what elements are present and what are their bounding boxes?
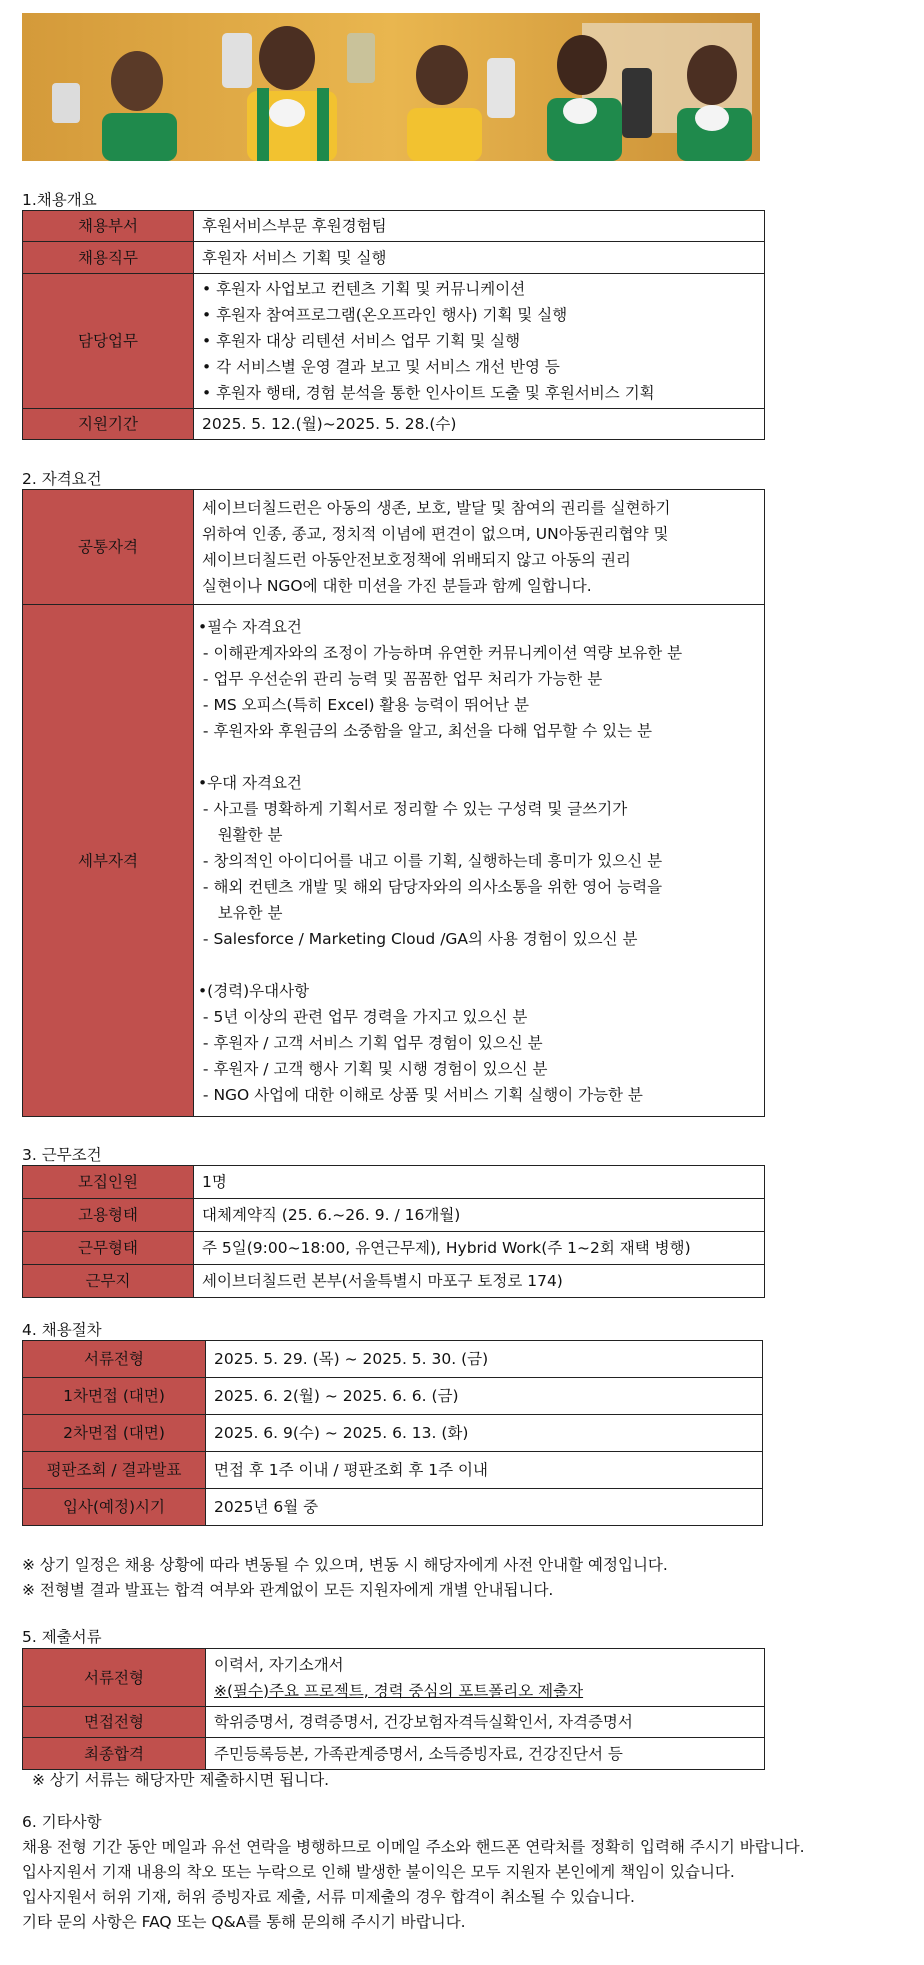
text-line: 실현이나 NGO에 대한 미션을 가진 분들과 함께 일합니다. [202, 577, 592, 595]
text-line: - 사고를 명확하게 기획서로 정리할 수 있는 구성력 및 글쓰기가 [198, 799, 628, 818]
subsection-title: •(경력)우대사항 [198, 981, 310, 1000]
documents-note: ※ 상기 서류는 해당자만 제출하시면 됩니다. [32, 1771, 330, 1789]
table-row [23, 242, 765, 274]
section-title-work-conditions: 3. 근무조건 [22, 1146, 102, 1164]
row-header: 채용부서 [23, 211, 194, 242]
text-line: 세이브더칠드런 아동안전보호정책에 위배되지 않고 아동의 권리 [202, 551, 631, 569]
table-row [23, 274, 765, 409]
text-line: - 창의적인 아이디어를 내고 이를 기획, 실행하는데 흥미가 있으신 분 [198, 851, 663, 870]
documents-table [22, 1648, 765, 1770]
duty-line: • 후원자 참여프로그램(온오프라인 행사) 기획 및 실행 [202, 306, 568, 324]
duty-line: • 후원자 행태, 경험 분석을 통한 인사이트 도출 및 후원서비스 기획 [202, 384, 655, 402]
row-header: 면접전형 [23, 1707, 206, 1738]
table-row [23, 1489, 763, 1526]
row-value: 주민등록등본, 가족관계증명서, 소득증빙자료, 건강진단서 등 [206, 1738, 765, 1770]
table-row [23, 1738, 765, 1770]
table-row [23, 1166, 765, 1199]
text-line: - MS 오피스(특히 Excel) 활용 능력이 뛰어난 분 [198, 695, 529, 714]
table-row [23, 1452, 763, 1489]
row-value: 주 5일(9:00~18:00, 유연근무제), Hybrid Work(주 1~2회 재택 병행) [194, 1232, 765, 1265]
subsection-title: •필수 자격요건 [198, 617, 302, 636]
text-line: 이력서, 자기소개서 [214, 1655, 344, 1674]
misc-line: 입사지원서 기재 내용의 착오 또는 누락으로 인해 발생한 불이익은 모두 지원자 본인에게 책임이 있습니다. [22, 1863, 735, 1881]
table-row [23, 1378, 763, 1415]
text-line: - 해외 컨텐츠 개발 및 해외 담당자와의 의사소통을 위한 영어 능력을 [198, 877, 663, 896]
text-line: - 업무 우선순위 관리 능력 및 꼼꼼한 업무 처리가 가능한 분 [198, 669, 603, 688]
misc-line: 채용 전형 기간 동안 메일과 유선 연락을 병행하므로 이메일 주소와 핸드폰 연락처를 정확히 입력해 주시기 바랍니다. [22, 1838, 805, 1856]
row-value: 2025. 5. 29. (목) ~ 2025. 5. 30. (금) [206, 1341, 763, 1378]
spacer [198, 952, 756, 978]
table-row [23, 1707, 765, 1738]
duty-line: • 후원자 대상 리텐션 서비스 업무 기획 및 실행 [202, 332, 521, 350]
table-row [23, 1232, 765, 1265]
text-line: - NGO 사업에 대한 이해로 상품 및 서비스 기획 실행이 가능한 분 [198, 1085, 643, 1104]
text-line: 세이브더칠드런은 아동의 생존, 보호, 발달 및 참여의 권리를 실현하기 [202, 499, 671, 517]
hero-photo [22, 13, 760, 161]
text-line: - Salesforce / Marketing Cloud /GA의 사용 경험이 있으신 분 [198, 929, 638, 948]
table-row [23, 1341, 763, 1378]
work-conditions-table [22, 1165, 765, 1298]
detail-qualification-cell [194, 605, 765, 1117]
row-header: 근무지 [23, 1265, 194, 1298]
section-title-misc: 6. 기타사항 [22, 1813, 102, 1831]
row-value: 후원서비스부문 후원경험팀 [194, 211, 765, 242]
text-line: - 5년 이상의 관련 업무 경력을 가지고 있으신 분 [198, 1007, 528, 1026]
row-value: 1명 [194, 1166, 765, 1199]
row-value: 세이브더칠드런 본부(서울특별시 마포구 토정로 174) [194, 1265, 765, 1298]
table-row [23, 1199, 765, 1232]
section-title-qualifications: 2. 자격요건 [22, 470, 102, 488]
row-value: 2025. 6. 2(월) ~ 2025. 6. 6. (금) [206, 1378, 763, 1415]
table-row [23, 490, 765, 605]
row-header: 입사(예정)시기 [23, 1489, 206, 1526]
row-value: 면접 후 1주 이내 / 평판조회 후 1주 이내 [206, 1452, 763, 1489]
row-header: 2차면접 (대면) [23, 1415, 206, 1452]
row-value: 2025. 5. 12.(월)~2025. 5. 28.(수) [194, 409, 765, 440]
section-title-process: 4. 채용절차 [22, 1321, 102, 1339]
overview-table [22, 210, 765, 440]
row-header: 채용직무 [23, 242, 194, 274]
table-row [23, 1415, 763, 1452]
row-value: 학위증명서, 경력증명서, 건강보험자격득실확인서, 자격증명서 [206, 1707, 765, 1738]
row-header: 서류전형 [23, 1341, 206, 1378]
row-value: 대체계약직 (25. 6.~26. 9. / 16개월) [194, 1199, 765, 1232]
row-header: 근무형태 [23, 1232, 194, 1265]
misc-line: 기타 문의 사항은 FAQ 또는 Q&A를 통해 문의해 주시기 바랍니다. [22, 1913, 466, 1931]
qualifications-table [22, 489, 765, 1117]
duty-line: • 후원자 사업보고 컨텐츠 기획 및 커뮤니케이션 [202, 280, 526, 298]
schedule-note: ※ 상기 일정은 채용 상황에 따라 변동될 수 있으며, 변동 시 해당자에게 사전 안내할 예정입니다. [22, 1556, 668, 1574]
row-header: 1차면접 (대면) [23, 1378, 206, 1415]
row-header: 서류전형 [23, 1649, 206, 1707]
table-row [23, 1265, 765, 1298]
row-header: 지원기간 [23, 409, 194, 440]
row-header: 모집인원 [23, 1166, 194, 1199]
text-line: 보유한 분 [198, 903, 283, 922]
row-header: 공통자격 [23, 490, 194, 605]
section-title-overview: 1.채용개요 [22, 191, 97, 209]
process-table [22, 1340, 763, 1526]
result-note: ※ 전형별 결과 발표는 합격 여부와 관계없이 모든 지원자에게 개별 안내됩니다. [22, 1581, 554, 1599]
spacer [198, 744, 756, 770]
duties-cell [194, 274, 765, 409]
row-value: 2025. 6. 9(수) ~ 2025. 6. 13. (화) [206, 1415, 763, 1452]
subsection-title: •우대 자격요건 [198, 773, 302, 792]
row-value: 2025년 6월 중 [206, 1489, 763, 1526]
row-header: 세부자격 [23, 605, 194, 1117]
text-line: 위하여 인종, 종교, 정치적 이념에 편견이 없으며, UN아동권리협약 및 [202, 525, 669, 543]
row-header: 고용형태 [23, 1199, 194, 1232]
row-header: 담당업무 [23, 274, 194, 409]
common-qualification-cell [194, 490, 765, 605]
text-line: - 이해관계자와의 조정이 가능하며 유연한 커뮤니케이션 역량 보유한 분 [198, 643, 683, 662]
misc-line: 입사지원서 허위 기재, 허위 증빙자료 제출, 서류 미제출의 경우 합격이 취소될 수 있습니다. [22, 1888, 635, 1906]
row-header: 최종합격 [23, 1738, 206, 1770]
portfolio-requirement [214, 1678, 756, 1704]
section-title-documents: 5. 제출서류 [22, 1628, 102, 1646]
row-value: 후원자 서비스 기획 및 실행 [194, 242, 765, 274]
text-line: - 후원자 / 고객 행사 기획 및 시행 경험이 있으신 분 [198, 1059, 548, 1078]
underlined-text: ※(필수)주요 프로젝트, 경력 중심의 포트폴리오 제출자 [214, 1681, 584, 1700]
text-line: 원활한 분 [198, 825, 283, 844]
table-row [23, 605, 765, 1117]
table-row [23, 1649, 765, 1707]
duty-line: • 각 서비스별 운영 결과 보고 및 서비스 개선 반영 등 [202, 358, 560, 376]
document-screening-cell [206, 1649, 765, 1707]
table-row [23, 211, 765, 242]
text-line: - 후원자 / 고객 서비스 기획 업무 경험이 있으신 분 [198, 1033, 543, 1052]
table-row [23, 409, 765, 440]
row-header: 평판조회 / 결과발표 [23, 1452, 206, 1489]
text-line: - 후원자와 후원금의 소중함을 알고, 최선을 다해 업무할 수 있는 분 [198, 721, 653, 740]
